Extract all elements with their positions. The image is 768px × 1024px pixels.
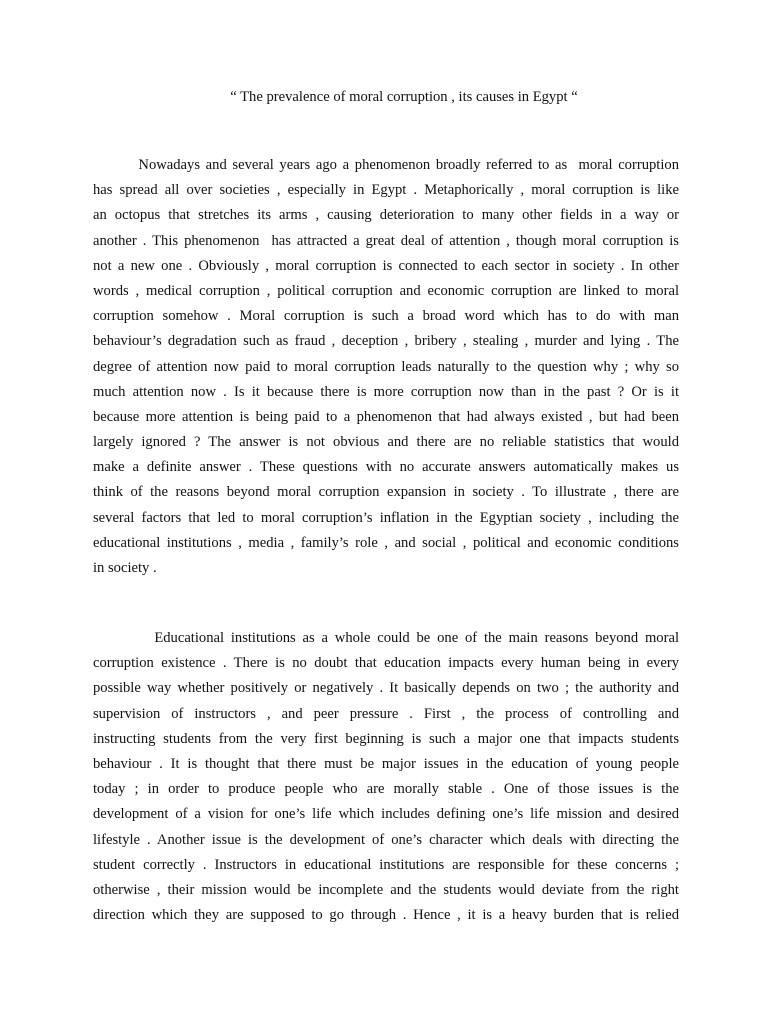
paragraph-line: lifestyle . Another issue is the development of one’s character which deals with directing the	[93, 831, 679, 848]
paragraph-line: otherwise , their mission would be incomplete and the students would deviate from the right	[93, 881, 679, 898]
paragraph-line: student correctly . Instructors in educational institutions are responsible for these concerns ;	[93, 856, 679, 873]
paragraph-line: make a definite answer . These questions with no accurate answers automatically makes us	[93, 459, 679, 476]
paragraph-line: instructing students from the very first beginning is such a major one that impacts students	[93, 730, 679, 747]
paragraph-line: supervision of instructors , and peer pressure . First , the process of controlling and	[93, 705, 679, 722]
paragraph-line: direction which they are supposed to go through . Hence , it is a heavy burden that is relied	[93, 907, 679, 924]
paragraph-line: behaviour . It is thought that there must be major issues in the education of young people	[93, 755, 679, 772]
paragraph-line: development of a vision for one’s life which includes defining one’s life mission and desired	[93, 806, 679, 823]
paragraph-line: corruption somehow . Moral corruption is such a broad word which has to do with man	[93, 308, 679, 325]
paragraph-line: corruption existence . There is no doubt that education impacts every human being in every	[93, 655, 679, 672]
document-title: “ The prevalence of moral corruption , its causes in Egypt “	[230, 89, 578, 105]
paragraph-line: not a new one . Obviously , moral corruption is connected to each sector in society . In other	[93, 257, 679, 274]
paragraph-line: possible way whether positively or negatively . It basically depends on two ; the authority and	[93, 680, 679, 697]
paragraph-line: Nowadays and several years ago a phenomenon broadly referred to as moral corruption	[93, 157, 679, 173]
paragraph-2	[93, 626, 679, 928]
paragraph-line: educational institutions , media , family’s role , and social , political and economic conditions	[93, 534, 679, 551]
paragraph-line: much attention now . Is it because there is more corruption now than in the past ? Or is it	[93, 383, 679, 400]
paragraph-line: several factors that led to moral corruption’s inflation in the Egyptian society , including the	[93, 509, 679, 526]
paragraph-line: behaviour’s degradation such as fraud , deception , bribery , stealing , murder and lying . The	[93, 333, 679, 350]
paragraph-line: degree of attention now paid to moral corruption leads naturally to the question why ; why so	[93, 358, 679, 375]
paragraph-line: an octopus that stretches its arms , causing deterioration to many other fields in a way or	[93, 207, 679, 224]
paragraph-line: largely ignored ? The answer is not obvious and there are no reliable statistics that would	[93, 434, 679, 451]
paragraph-line: in society .	[93, 560, 157, 576]
paragraph-line: another . This phenomenon has attracted a great deal of attention , though moral corruption is	[93, 232, 679, 249]
paragraph-line: today ; in order to produce people who are morally stable . One of those issues is the	[93, 781, 679, 798]
paragraph-line: words , medical corruption , political corruption and economic corruption are linked to moral	[93, 282, 679, 299]
paragraph-line: think of the reasons beyond moral corruption expansion in society . To illustrate , there are	[93, 484, 679, 501]
paragraph-line: Educational institutions as a whole could be one of the main reasons beyond moral	[93, 630, 679, 646]
paragraph-line: has spread all over societies , especially in Egypt . Metaphorically , moral corruption is like	[93, 182, 679, 199]
paragraph-1	[93, 153, 679, 581]
paragraph-line: because more attention is being paid to a phenomenon that had always existed , but had been	[93, 408, 679, 425]
